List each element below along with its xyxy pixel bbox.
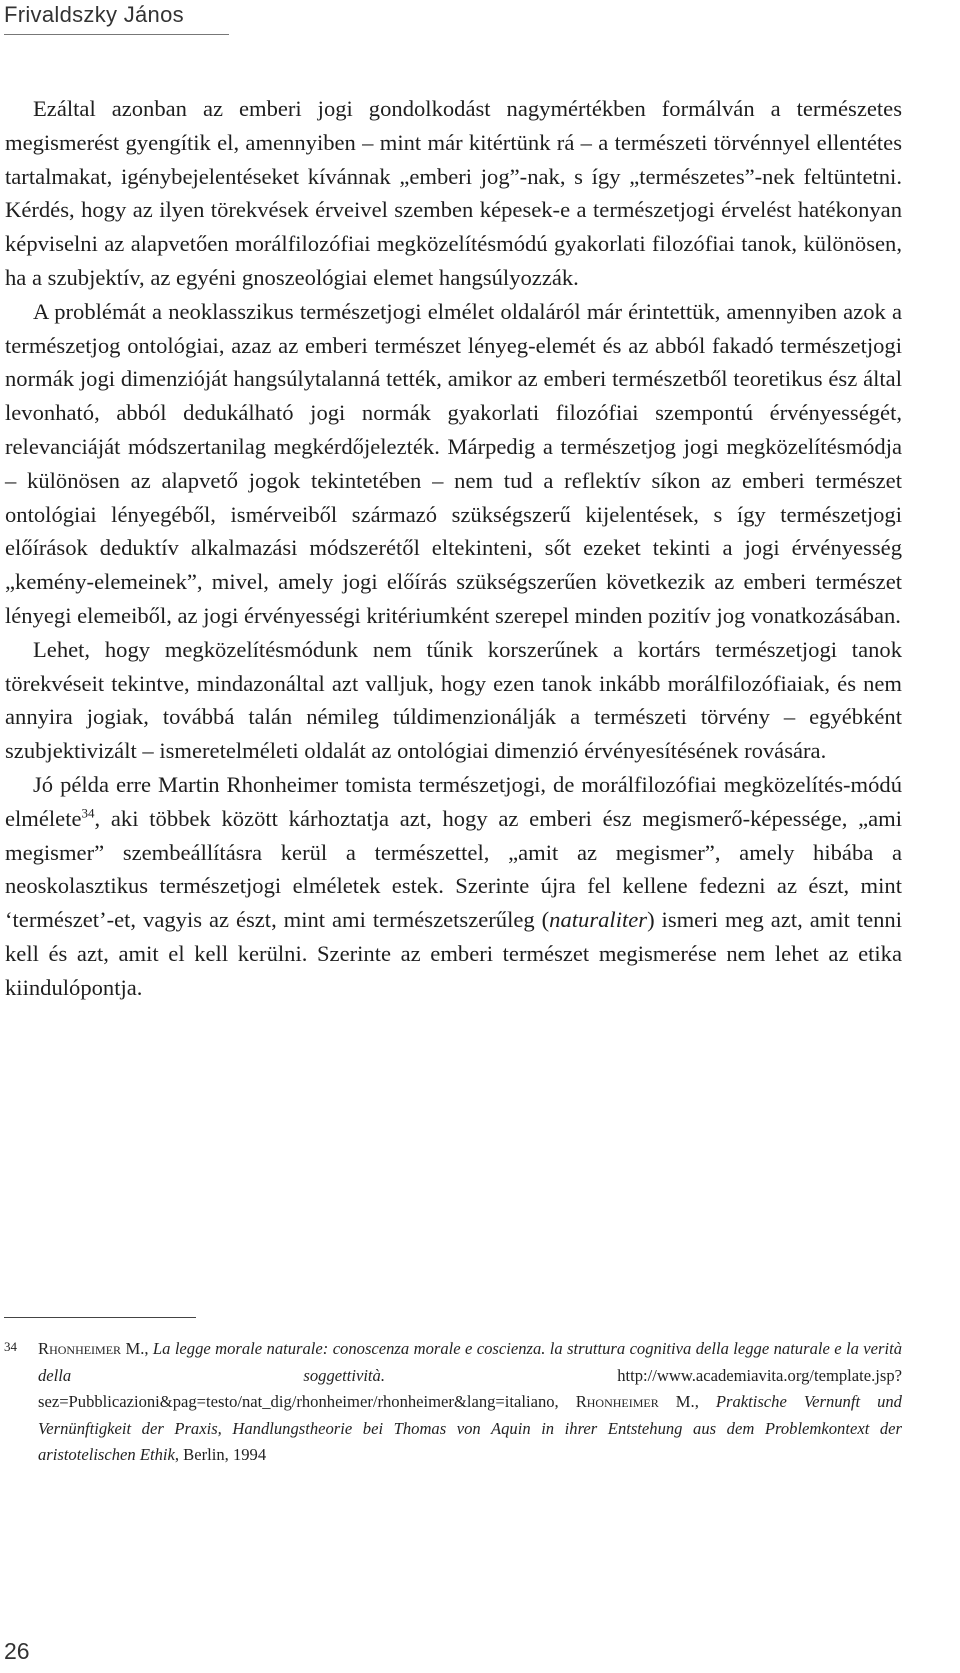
header-divider bbox=[4, 34, 229, 35]
footnote-author: Rhonheimer M. bbox=[575, 1392, 695, 1412]
running-title: Frivaldszky János bbox=[4, 2, 184, 27]
footnote-number: 34 bbox=[4, 1339, 17, 1354]
paragraph-4-text-c: ) ismeri meg azt, amit tenni kell és azt, amit el kell kerülni. Szerinte az emberi természet megismerése nem lehet az etika kiindulópontja. bbox=[5, 907, 902, 1000]
footnote-separator: , bbox=[694, 1392, 716, 1412]
paragraph-2: A problémát a neoklasszikus természetjogi elmélet oldaláról már érintettük, amennyiben azok a természetjog ontológiai, azaz az emberi természet lényeg-elemét és az abból fakadó természetjogi normák jogi dimenzióját hangsúlytalanná tették, amikor az emberi természetből teoretikus ész által levonható, abból dedukálható jogi normák gyakorlati filozófiai szempontú érvényességét, relevanciáját módszertanilag megkérdőjelezték. Márpedig a természetjog jogi megközelítésmódja – különösen az alapvető jogok tekintetében – nem tud a reflektív síkon az emberi természet ontológiai lényegéből, ismérveiből származó szükségszerű kijelentések, s így természetjogi előírások deduktív alkalmazási módszerétől eltekinteni, sőt ezeket tekinti a jogi érvényesség „kemény-elemeinek”, mivel, amely jogi előírás szükségszerűen következik az emberi természet lényegi elemeiből, az jogi érvényességi kritériumként szerepel minden pozitív jog vonatkozásában. bbox=[5, 298, 902, 628]
paragraph-3: Lehet, hogy megközelítésmódunk nem tűnik korszerűnek a kortárs természetjogi tanok törekvéseit tekintve, mindazonáltal azt valljuk, hogy ezen tanok inkább morálfilozófiaiak, és nem annyira jogiak, továbbá talán némileg túldimenzionálják a természeti törvény – egyébként szubjektivizált – ismeretelméleti oldalát az ontológiai dimenzió érvényesítésének rovására. bbox=[5, 636, 902, 764]
footnote-divider bbox=[4, 1317, 196, 1318]
paragraph-4-text-b: , aki többek között kárhoztatja azt, hogy az emberi ész megismerő-képessége, „ami megismer” szembeállításra kerül a természettel, „amit az megismer”, amely hibába a neoskolasztikus természetjogi elméletek estek. Szerinte újra fel kellene fedezni az észt, mint ‘természet’-et, vagyis az észt, mint ami természetszerűleg ( bbox=[5, 805, 902, 933]
page-number: 26 bbox=[4, 1638, 30, 1664]
paragraph-1: Ezáltal azonban az emberi jogi gondolkodást nagymértékben formálván a természetes megismerést gyengítik el, amennyiben – mint már kitértünk rá – a természeti törvénnyel ellentétes tartalmakat, igénybejelentéseket kívánnak „emberi jog”-nak, s így „természetes”-nek feltüntetni. Kérdés, hogy az ilyen törekvések érveivel szemben képesek-e a természetjogi érvelést hatékonyan képviselni az alapvetően morálfilozófiai megközelítésmódú gyakorlati filozófiai tanok, különösen, ha a szubjektív, az egyéni gnoszeológiai elemet hangsúlyozzák. bbox=[5, 96, 902, 290]
italic-term: naturaliter bbox=[549, 907, 648, 933]
footnote-url[interactable]: http://www.academiavita.org/template.jsp?sez=Pubblicazioni&pag=testo/nat_dig/rhonheimer/rhonheimer&lang=italiano, bbox=[38, 1365, 902, 1412]
footnote bbox=[4, 1336, 902, 1469]
footnote-separator: , bbox=[144, 1339, 153, 1358]
footnote-title: Praktische Vernunft und Vernünftigkeit der Praxis, Handlungstheorie bei Thomas von Aquin in ihrer Entstehung aus dem Problemkontext der aristotelischen Ethik bbox=[38, 1392, 902, 1465]
paragraph-4 bbox=[5, 768, 902, 1005]
footnote-body bbox=[38, 1336, 902, 1469]
footnote-publication: , Berlin, 1994 bbox=[174, 1445, 267, 1465]
footnote-title: La legge morale naturale: conoscenza morale e coscienza. la struttura cognitiva della legge naturale e la verità della soggettività. bbox=[38, 1339, 902, 1385]
footnote-author: Rhonheimer M. bbox=[38, 1339, 145, 1358]
body-text bbox=[5, 92, 902, 1005]
footnote-reference[interactable]: 34 bbox=[81, 805, 95, 821]
paragraph-4-text-a: Jó példa erre Martin Rhonheimer tomista természetjogi, de morálfilozófiai megközelítés-módú elmélete bbox=[5, 771, 902, 831]
